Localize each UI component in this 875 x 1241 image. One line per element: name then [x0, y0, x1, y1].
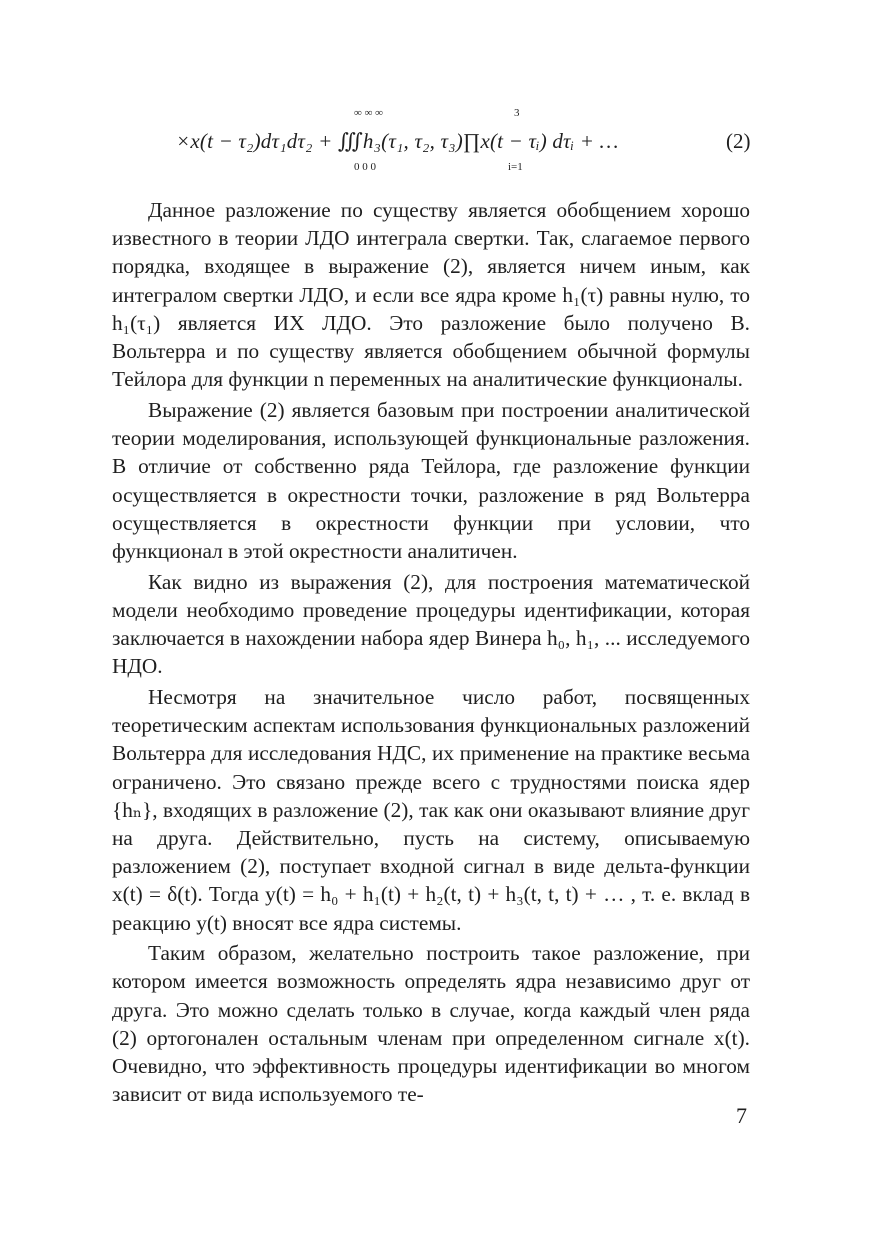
equation-expression: ×x(t − τ₂)dτ₁dτ₂ + ∭h₃(τ₁, τ₂, τ₃)∏x(t − τᵢ) dτᵢ + … [176, 129, 619, 153]
equation-number: (2) [726, 129, 751, 153]
integral-upper-limits: ∞ ∞ ∞ [354, 107, 384, 119]
page-number: 7 [736, 1103, 747, 1128]
product-upper-limit: 3 [514, 107, 520, 119]
equation-2 [110, 105, 770, 185]
paragraph-4: Несмотря на значительное число работ, посвященных теоретическим аспектам использования функциональных разложений Вольтерра для исследования НДС, их применение на практике весьма ограничено. Это связано прежде всего с трудностями поиска ядер {hₙ}, входящих в разложение (2), так как они оказывают влияние друг на друга. Действительно, пусть на систему, описываемую разложением (2), поступает входной сигнал в виде дельта-функции x(t) = δ(t). Тогда y(t) = h₀ + h₁(t) + h₂(t, t) + h₃(t, t, t) + … , т. е. вклад в реакцию y(t) вносят все ядра системы. [112, 684, 750, 935]
paragraph-1: Данное разложение по существу является обобщением хорошо известного в теории ЛДО интеграла свертки. Так, слагаемое первого порядка, входящее в выражение (2), является ничем иным, как интегралом свертки ЛДО, и если все ядра кроме h₁(τ) равны нулю, то h₁(τ₁) является ИХ ЛДО. Это разложение было получено В. Вольтерра и по существу является обобщением обычной формулы Тейлора для функции n переменных на аналитические функционалы. [112, 198, 750, 392]
product-lower-limit: i=1 [508, 161, 523, 173]
integral-lower-limits: 0 0 0 [354, 161, 376, 173]
paragraph-3: Как видно из выражения (2), для построения математической модели необходимо проведение процедуры идентификации, которая заключается в нахождении набора ядер Винера h₀, h₁, ... исследуемого НДО. [112, 569, 750, 679]
paragraph-5: Таким образом, желательно построить такое разложение, при котором имеется возможность определять ядра независимо друг от друга. Это можно сделать только в случае, когда каждый член ряда (2) ортогонален остальным членам при определенном сигнале x(t). Очевидно, что эффективность процедуры идентификации во многом зависит от вида используемого те- [112, 941, 750, 1107]
body-text [112, 196, 750, 1111]
paragraph-2: Выражение (2) является базовым при построении аналитической теории моделирования, использующей функциональные разложения. В отличие от собственно ряда Тейлора, где разложение функции осуществляется в окрестности точки, разложение в ряд Вольтерра осуществляется в окрестности функции при условии, что функционал в этой окрестности аналитичен. [112, 397, 750, 563]
